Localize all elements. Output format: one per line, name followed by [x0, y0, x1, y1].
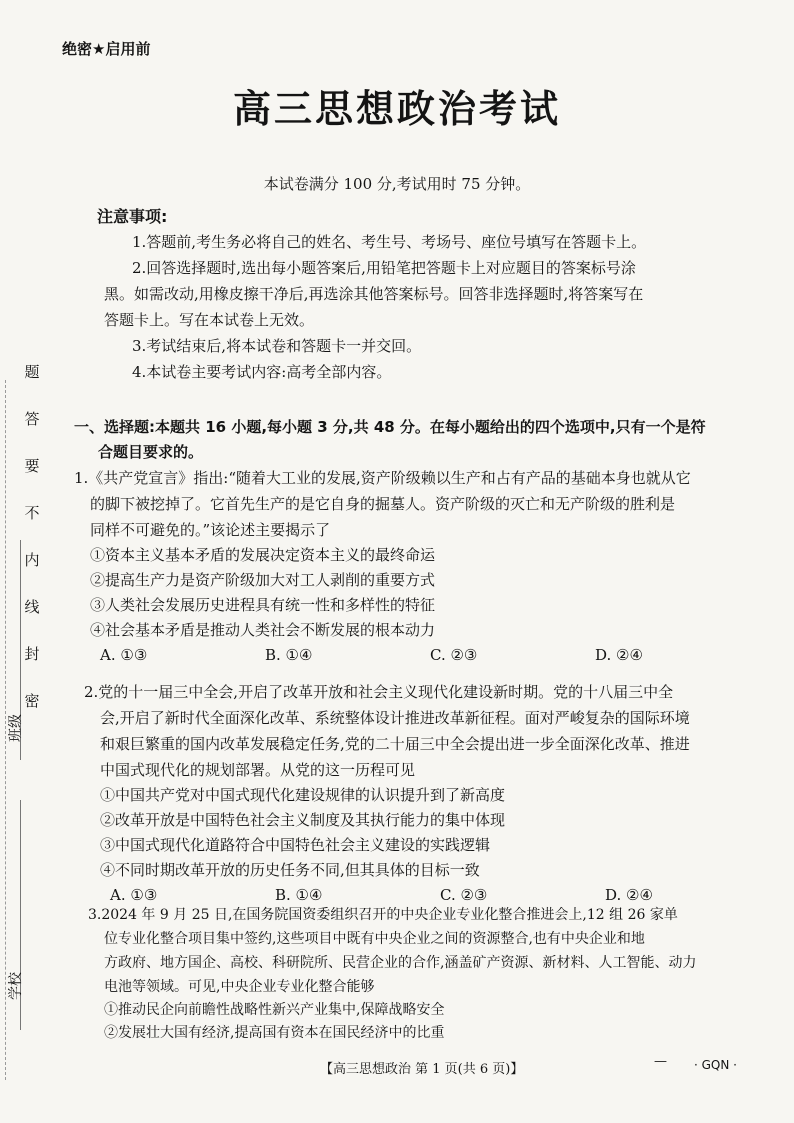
school-label: 学校 [8, 972, 24, 1000]
question-option: ④社会基本矛盾是推动人类社会不断发展的根本动力 [90, 621, 436, 639]
question-3 [88, 903, 774, 1045]
question-option: ③人类社会发展历史进程具有统一性和多样性的特征 [90, 596, 436, 614]
question-stem: 方政府、地方国企、高校、科研院所、民营企业的合作,涵盖矿产资源、新材料、人工智能、动力 [104, 955, 697, 971]
question-stem: 位专业化整合项目集中签约,这些项目中既有中央企业之间的资源整合,也有中央企业和地 [104, 931, 645, 947]
choice-c: C. ②③ [440, 886, 488, 904]
exam-info: 本试卷满分 100 分,考试用时 75 分钟。 [263, 175, 531, 193]
choice-a: A. ①③ [100, 646, 148, 664]
notice-item: 3.考试结束后,将本试卷和答题卡一并交回。 [132, 337, 422, 355]
margin-char: 内 [24, 551, 40, 569]
question-option: ①推动民企向前瞻性战略性新兴产业集中,保障战略安全 [104, 1002, 445, 1018]
margin-char: 密 [24, 692, 40, 710]
question-option: ②提高生产力是资产阶级加大对工人剥削的重要方式 [90, 571, 436, 589]
notice-item: 黑。如需改动,用橡皮擦干净后,再选涂其他答案标号。回答非选择题时,将答案写在 [104, 285, 644, 303]
notice-list [104, 229, 744, 385]
notice-item: 答题卡上。写在本试卷上无效。 [104, 311, 315, 329]
notice-item: 2.回答选择题时,选出每小题答案后,用铅笔把答题卡上对应题目的答案标号涂 [132, 259, 636, 277]
margin-char: 封 [24, 645, 40, 663]
choice-c: C. ②③ [430, 646, 478, 664]
question-option: ①中国共产党对中国式现代化建设规律的认识提升到了新高度 [100, 786, 506, 804]
section-heading-line: 一、选择题:本题共 16 小题,每小题 3 分,共 48 分。在每小题给出的四个选项中,只有一个是符 [74, 418, 706, 436]
question-stem: 2.党的十一届三中全会,开启了改革开放和社会主义现代化建设新时期。党的十八届三中全 [84, 683, 674, 701]
question-option: ①资本主义基本矛盾的发展决定资本主义的最终命运 [90, 546, 436, 564]
question-1 [74, 465, 768, 667]
question-stem: 1.《共产党宣言》指出:“随着大工业的发展,资产阶级赖以生产和占有产品的基础本身也就从它 [74, 469, 691, 487]
exam-code: · GQN · [694, 1058, 737, 1072]
question-option: ②改革开放是中国特色社会主义制度及其执行能力的集中体现 [100, 811, 506, 829]
section-heading [74, 415, 774, 465]
answer-choices [74, 643, 768, 667]
class-label: 班级 [8, 714, 24, 742]
question-2 [84, 679, 770, 907]
page-number-label: 【高三思想政治 第 1 页(共 6 页)】 [320, 1062, 524, 1077]
question-stem: 和艰巨繁重的国内改革发展稳定任务,党的二十届三中全会提出进一步全面深化改革、推进 [100, 735, 690, 753]
choice-a: A. ①③ [110, 886, 158, 904]
choice-d: D. ②④ [595, 646, 643, 664]
choice-b: B. ①④ [265, 646, 313, 664]
question-stem: 同样不可避免的。”该论述主要揭示了 [90, 521, 331, 539]
choice-b: B. ①④ [275, 886, 323, 904]
page-title: 高三思想政治考试 [232, 87, 561, 131]
margin-char: 题 [24, 363, 40, 381]
question-stem: 会,开启了新时代全面深化改革、系统整体设计推进改革新征程。面对严峻复杂的国际环境 [100, 709, 690, 727]
notice-item: 4.本试卷主要考试内容:高考全部内容。 [132, 363, 392, 381]
question-stem: 电池等领域。可见,中央企业专业化整合能够 [104, 979, 375, 995]
footer-dash: — [654, 1054, 667, 1069]
margin-no-answer-note [20, 365, 44, 741]
margin-char: 线 [24, 598, 40, 616]
section-heading-line: 合题目要求的。 [98, 443, 204, 461]
choice-d: D. ②④ [605, 886, 653, 904]
margin-char: 要 [24, 457, 40, 475]
margin-char: 答 [24, 410, 40, 428]
margin-char: 不 [24, 504, 40, 522]
question-option: ②发展壮大国有经济,提高国有资本在国民经济中的比重 [104, 1025, 445, 1041]
question-option: ④不同时期改革开放的历史任务不同,但其具体的目标一致 [100, 861, 480, 879]
question-option: ③中国式现代化道路符合中国特色社会主义建设的实践逻辑 [100, 836, 491, 854]
question-stem: 的脚下被挖掉了。它首先生产的是它自身的掘墓人。资产阶级的灭亡和无产阶级的胜利是 [90, 495, 676, 513]
confidential-mark: 绝密★启用前 [62, 40, 151, 58]
notice-heading: 注意事项: [97, 207, 168, 226]
notice-item: 1.答题前,考生务必将自己的姓名、考生号、考场号、座位号填写在答题卡上。 [132, 233, 647, 251]
question-stem: 3.2024 年 9 月 25 日,在国务院国资委组织召开的中央企业专业化整合推进会上,12 组 26 家单 [88, 907, 678, 923]
question-stem: 中国式现代化的规划部署。从党的这一历程可见 [100, 761, 416, 779]
